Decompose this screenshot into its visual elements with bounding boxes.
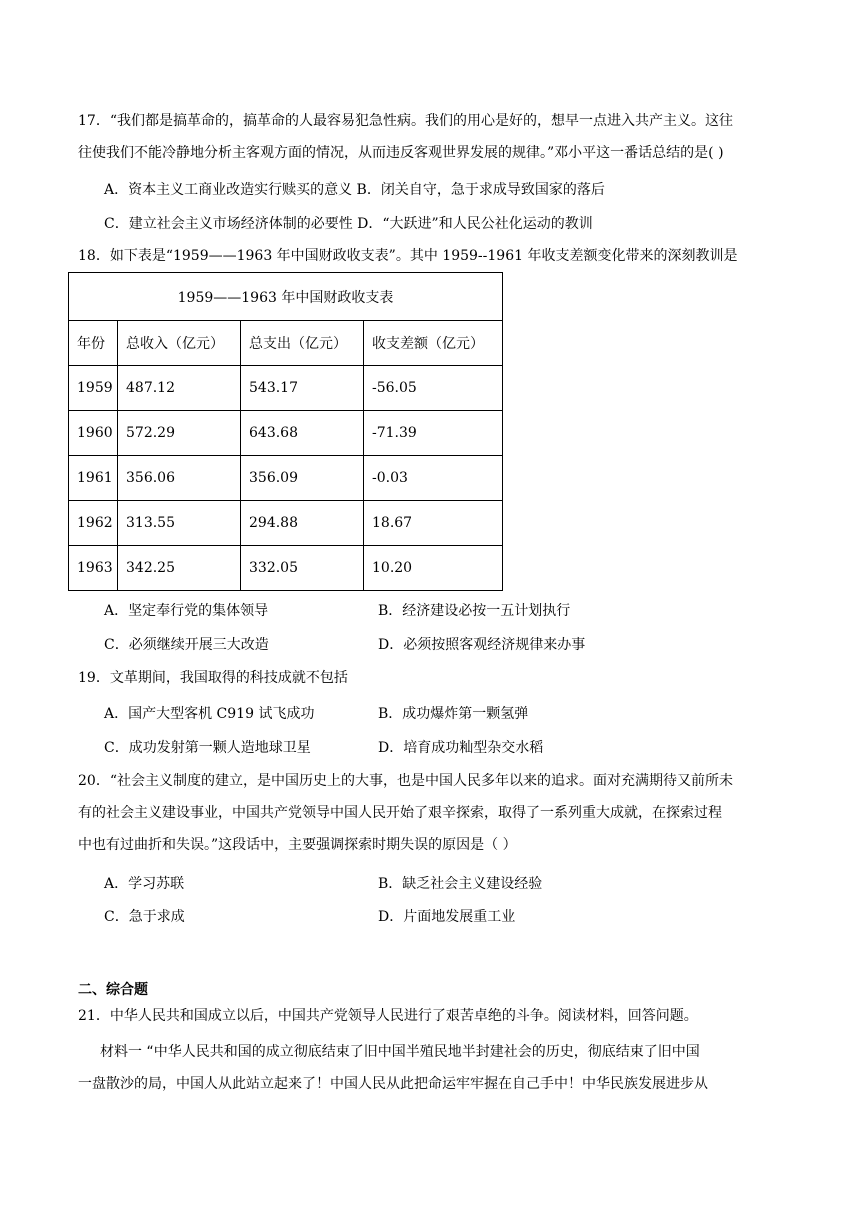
table-cell: 10.20 [364,546,503,591]
q19-option-a: A．国产大型客机 C919 试飞成功 [104,706,315,722]
table-caption-row [69,273,503,321]
table-cell: 643.68 [241,411,364,456]
table-header-row [69,321,503,366]
q21-stem: 21．中华人民共和国成立以后，中国共产党领导人民进行了艰苦卓绝的斗争。阅读材料，回答问题。 [78,1008,698,1024]
table-cell: 356.09 [241,456,364,501]
table-header-cell: 总支出（亿元） [241,321,364,366]
table-cell: 332.05 [241,546,364,591]
table-cell: -71.39 [364,411,503,456]
q19-option-b: B．成功爆炸第一颗氢弹 [378,706,529,722]
q17-options-ab: A．资本主义工商业改造实行赎买的意义 B．闭关自守，急于求成导致国家的落后 [104,182,605,198]
table-cell: 342.25 [118,546,241,591]
table-cell: 18.67 [364,501,503,546]
table-cell: 1959 [69,366,118,411]
section-title: 二、综合题 [78,982,148,998]
q20-option-b: B．缺乏社会主义建设经验 [378,876,543,892]
q20-option-c: C．急于求成 [104,909,185,925]
q18-option-a: A．坚定奉行党的集体领导 [104,603,269,619]
q18-option-d: D．必须按照客观经济规律来办事 [378,637,586,653]
q17-stem-line1: 17．“我们都是搞革命的，搞革命的人最容易犯急性病。我们的用心是好的，想早一点进入共产主义。这往 [78,113,733,129]
q21-material1-line2: 一盘散沙的局，中国人从此站立起来了！中国人民从此把命运牢牢握在自己手中！中华民族发展进步从 [78,1076,708,1092]
q20-stem-line2: 有的社会主义建设事业，中国共产党领导中国人民开始了艰辛探索，取得了一系列重大成就，在探索过程 [78,805,722,821]
table-row [69,546,503,591]
q21-material1-line1: 材料一 “中华人民共和国的成立彻底结束了旧中国半殖民地半封建社会的历史，彻底结束了旧中国 [100,1044,700,1060]
table-row [69,501,503,546]
q20-option-d: D．片面地发展重工业 [378,909,516,925]
table-header-cell: 总收入（亿元） [118,321,241,366]
q19-option-d: D．培育成功籼型杂交水稻 [378,740,544,756]
table-row [69,456,503,501]
table-header-cell: 收支差额（亿元） [364,321,503,366]
table-row [69,366,503,411]
table-cell: 543.17 [241,366,364,411]
table-cell: 313.55 [118,501,241,546]
q19-stem: 19．文革期间，我国取得的科技成就不包括 [78,670,348,686]
q18-option-b: B．经济建设必按一五计划执行 [378,603,571,619]
q20-stem-line3: 中也有过曲折和失误。”这段话中，主要强调探索时期失误的原因是（ ） [78,837,517,853]
table-cell: 1960 [69,411,118,456]
q17-stem-line2: 往使我们不能冷静地分析主客观方面的情况，从而违反客观世界发展的规律。”邓小平这一番话总结的是( ) [78,145,724,161]
table-cell: 1962 [69,501,118,546]
q18-stem: 18．如下表是“1959——1963 年中国财政收支表”。其中 1959--1961 年收支差额变化带来的深刻教训是 [78,248,738,264]
table-cell: 294.88 [241,501,364,546]
table-header-cell: 年份 [69,321,118,366]
table-cell: 487.12 [118,366,241,411]
table-row [69,411,503,456]
q20-option-a: A．学习苏联 [104,876,185,892]
table-cell: 356.06 [118,456,241,501]
table-caption: 1959——1963 年中国财政收支表 [69,273,503,321]
finance-table [68,272,503,591]
table-cell: 572.29 [118,411,241,456]
table-cell: -0.03 [364,456,503,501]
table-cell: -56.05 [364,366,503,411]
table-cell: 1961 [69,456,118,501]
q19-option-c: C．成功发射第一颗人造地球卫星 [104,740,311,756]
q18-option-c: C．必须继续开展三大改造 [104,637,269,653]
q20-stem-line1: 20．“社会主义制度的建立，是中国历史上的大事，也是中国人民多年以来的追求。面对充满期待又前所未 [78,773,733,789]
table-cell: 1963 [69,546,118,591]
q17-options-cd: C．建立社会主义市场经济体制的必要性 D．“大跃进”和人民公社化运动的教训 [104,216,593,232]
